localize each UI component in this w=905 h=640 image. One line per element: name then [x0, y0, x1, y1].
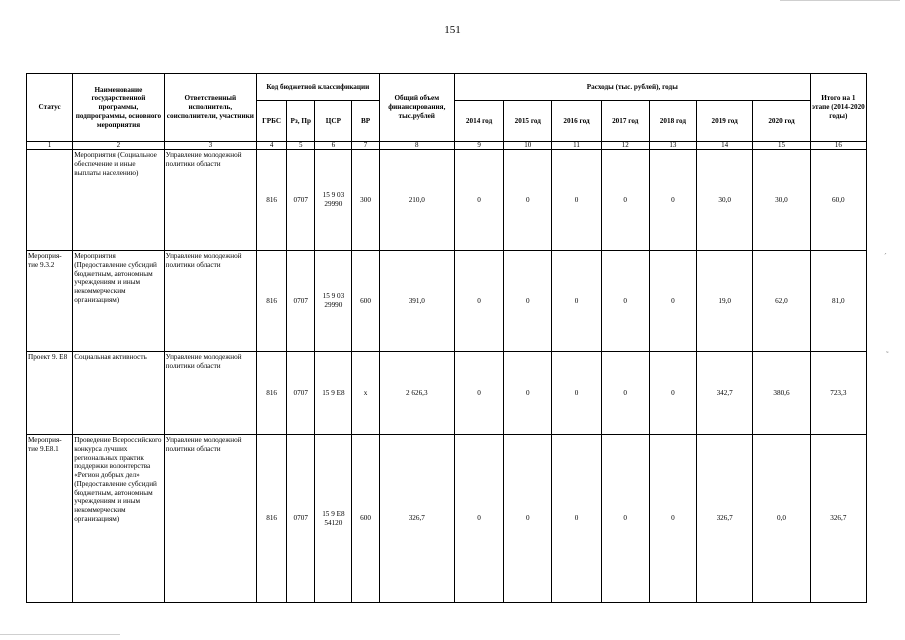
row-total: 2 626,3: [379, 352, 454, 435]
row-2019: 30,0: [697, 150, 753, 251]
column-number: 14: [697, 142, 753, 150]
row-2020: 62,0: [753, 251, 810, 352]
header-year: 2018 год: [649, 101, 696, 142]
row-2015: 0: [504, 352, 552, 435]
row-rzpr: 0707: [287, 150, 315, 251]
table-row: [27, 352, 867, 435]
column-number: 13: [649, 142, 696, 150]
row-name: Социальная активность: [73, 352, 164, 435]
header-expenses: Расходы (тыс. рублей), годы: [454, 74, 810, 101]
column-number: 4: [257, 142, 287, 150]
header-total-financing: Общий объем финансирования, тыс.рублей: [379, 74, 454, 142]
row-2016: 0: [552, 251, 601, 352]
row-grbs: 816: [257, 150, 287, 251]
row-2017: 0: [601, 251, 649, 352]
budget-table: [26, 73, 867, 603]
column-number: 8: [379, 142, 454, 150]
row-responsible: Управление молодежной политики области: [164, 150, 256, 251]
page-number: 151: [444, 24, 461, 36]
row-status: Проект 9. Е8: [27, 352, 73, 435]
column-number: 3: [164, 142, 256, 150]
row-grbs: 816: [257, 435, 287, 603]
row-2019: 19,0: [697, 251, 753, 352]
row-rzpr: 0707: [287, 435, 315, 603]
row-total: 326,7: [379, 435, 454, 603]
header-responsible: Ответственный исполнитель, соисполнители, участники: [164, 74, 256, 142]
row-2017: 0: [601, 352, 649, 435]
row-status: Мероприя-тие 9.Е8.1: [27, 435, 73, 603]
header-rzpr: Рз, Пр: [287, 101, 315, 142]
header-year: 2016 год: [552, 101, 601, 142]
row-stage-total: 81,0: [810, 251, 866, 352]
row-2018: 0: [649, 435, 696, 603]
header-grbs: ГРБС: [257, 101, 287, 142]
row-grbs: 816: [257, 251, 287, 352]
row-2017: 0: [601, 435, 649, 603]
row-stage-total: 326,7: [810, 435, 866, 603]
row-2018: 0: [649, 352, 696, 435]
column-number: 10: [504, 142, 552, 150]
row-name: Мероприятия (Социальное обеспечение и иные выплаты населению): [73, 150, 164, 251]
row-stage-total: 60,0: [810, 150, 866, 251]
row-2018: 0: [649, 251, 696, 352]
column-number: 1: [27, 142, 73, 150]
scan-artifact-line: [0, 634, 120, 635]
row-2015: 0: [504, 251, 552, 352]
table-row: [27, 251, 867, 352]
header-stage-total: Итого на 1 этапе (2014-2020 годы): [810, 74, 866, 142]
row-2014: 0: [454, 150, 503, 251]
row-2015: 0: [504, 150, 552, 251]
row-2014: 0: [454, 435, 503, 603]
row-responsible: Управление молодежной политики области: [164, 352, 256, 435]
header-year: 2017 год: [601, 101, 649, 142]
header-vr: ВР: [352, 101, 379, 142]
header-year: 2014 год: [454, 101, 503, 142]
row-grbs: 816: [257, 352, 287, 435]
row-responsible: Управление молодежной политики области: [164, 435, 256, 603]
row-2019: 326,7: [697, 435, 753, 603]
column-number: 6: [315, 142, 352, 150]
row-2016: 0: [552, 352, 601, 435]
row-2020: 30,0: [753, 150, 810, 251]
row-status: [27, 150, 73, 251]
row-rzpr: 0707: [287, 251, 315, 352]
row-name: Мероприятия (Предоставление субсидий бюджетным, автономным учреждениям и иным некоммерческим организациям): [73, 251, 164, 352]
row-2020: 380,6: [753, 352, 810, 435]
column-number: 2: [73, 142, 164, 150]
scan-artifact-line: [780, 0, 900, 1]
row-status: Мероприя-тие 9.3.2: [27, 251, 73, 352]
row-2019: 342,7: [697, 352, 753, 435]
row-vr: 600: [352, 435, 379, 603]
column-number: 12: [601, 142, 649, 150]
row-2017: 0: [601, 150, 649, 251]
header-csr: ЦСР: [315, 101, 352, 142]
table-row: [27, 150, 867, 251]
row-2016: 0: [552, 150, 601, 251]
row-2014: 0: [454, 352, 503, 435]
column-number: 15: [753, 142, 810, 150]
row-csr: 15 9 03 29990: [315, 150, 352, 251]
row-name: Проведение Всероссийского конкурса лучших региональных практик поддержки волонтерства «Регион добрых дел» (Предоставление субсидий бюджетным, автономным учреждениям и иным некоммерческим организациям): [73, 435, 164, 603]
column-number: 16: [810, 142, 866, 150]
row-2020: 0,0: [753, 435, 810, 603]
row-total: 210,0: [379, 150, 454, 251]
row-total: 391,0: [379, 251, 454, 352]
row-vr: 600: [352, 251, 379, 352]
scan-artifact-mark: ˜: [886, 350, 889, 359]
header-status: Статус: [27, 74, 73, 142]
table-row: [27, 435, 867, 603]
row-2018: 0: [649, 150, 696, 251]
column-number: 7: [352, 142, 379, 150]
row-vr: х: [352, 352, 379, 435]
column-number: 5: [287, 142, 315, 150]
row-csr: 15 9 Е8 54120: [315, 435, 352, 603]
row-rzpr: 0707: [287, 352, 315, 435]
column-number-row: [27, 142, 867, 150]
row-csr: 15 9 03 29990: [315, 251, 352, 352]
row-2015: 0: [504, 435, 552, 603]
row-responsible: Управление молодежной политики области: [164, 251, 256, 352]
row-vr: 300: [352, 150, 379, 251]
column-number: 9: [454, 142, 503, 150]
scan-artifact-mark: ˊ: [884, 252, 887, 261]
header-budget-code: Код бюджетной классификации: [257, 74, 380, 101]
row-2016: 0: [552, 435, 601, 603]
row-stage-total: 723,3: [810, 352, 866, 435]
header-name: Наименование государственной программы, подпрограммы, основного мероприятия: [73, 74, 164, 142]
row-2014: 0: [454, 251, 503, 352]
header-year: 2015 год: [504, 101, 552, 142]
header-year: 2019 год: [697, 101, 753, 142]
row-csr: 15 9 Е8: [315, 352, 352, 435]
header-year: 2020 год: [753, 101, 810, 142]
column-number: 11: [552, 142, 601, 150]
